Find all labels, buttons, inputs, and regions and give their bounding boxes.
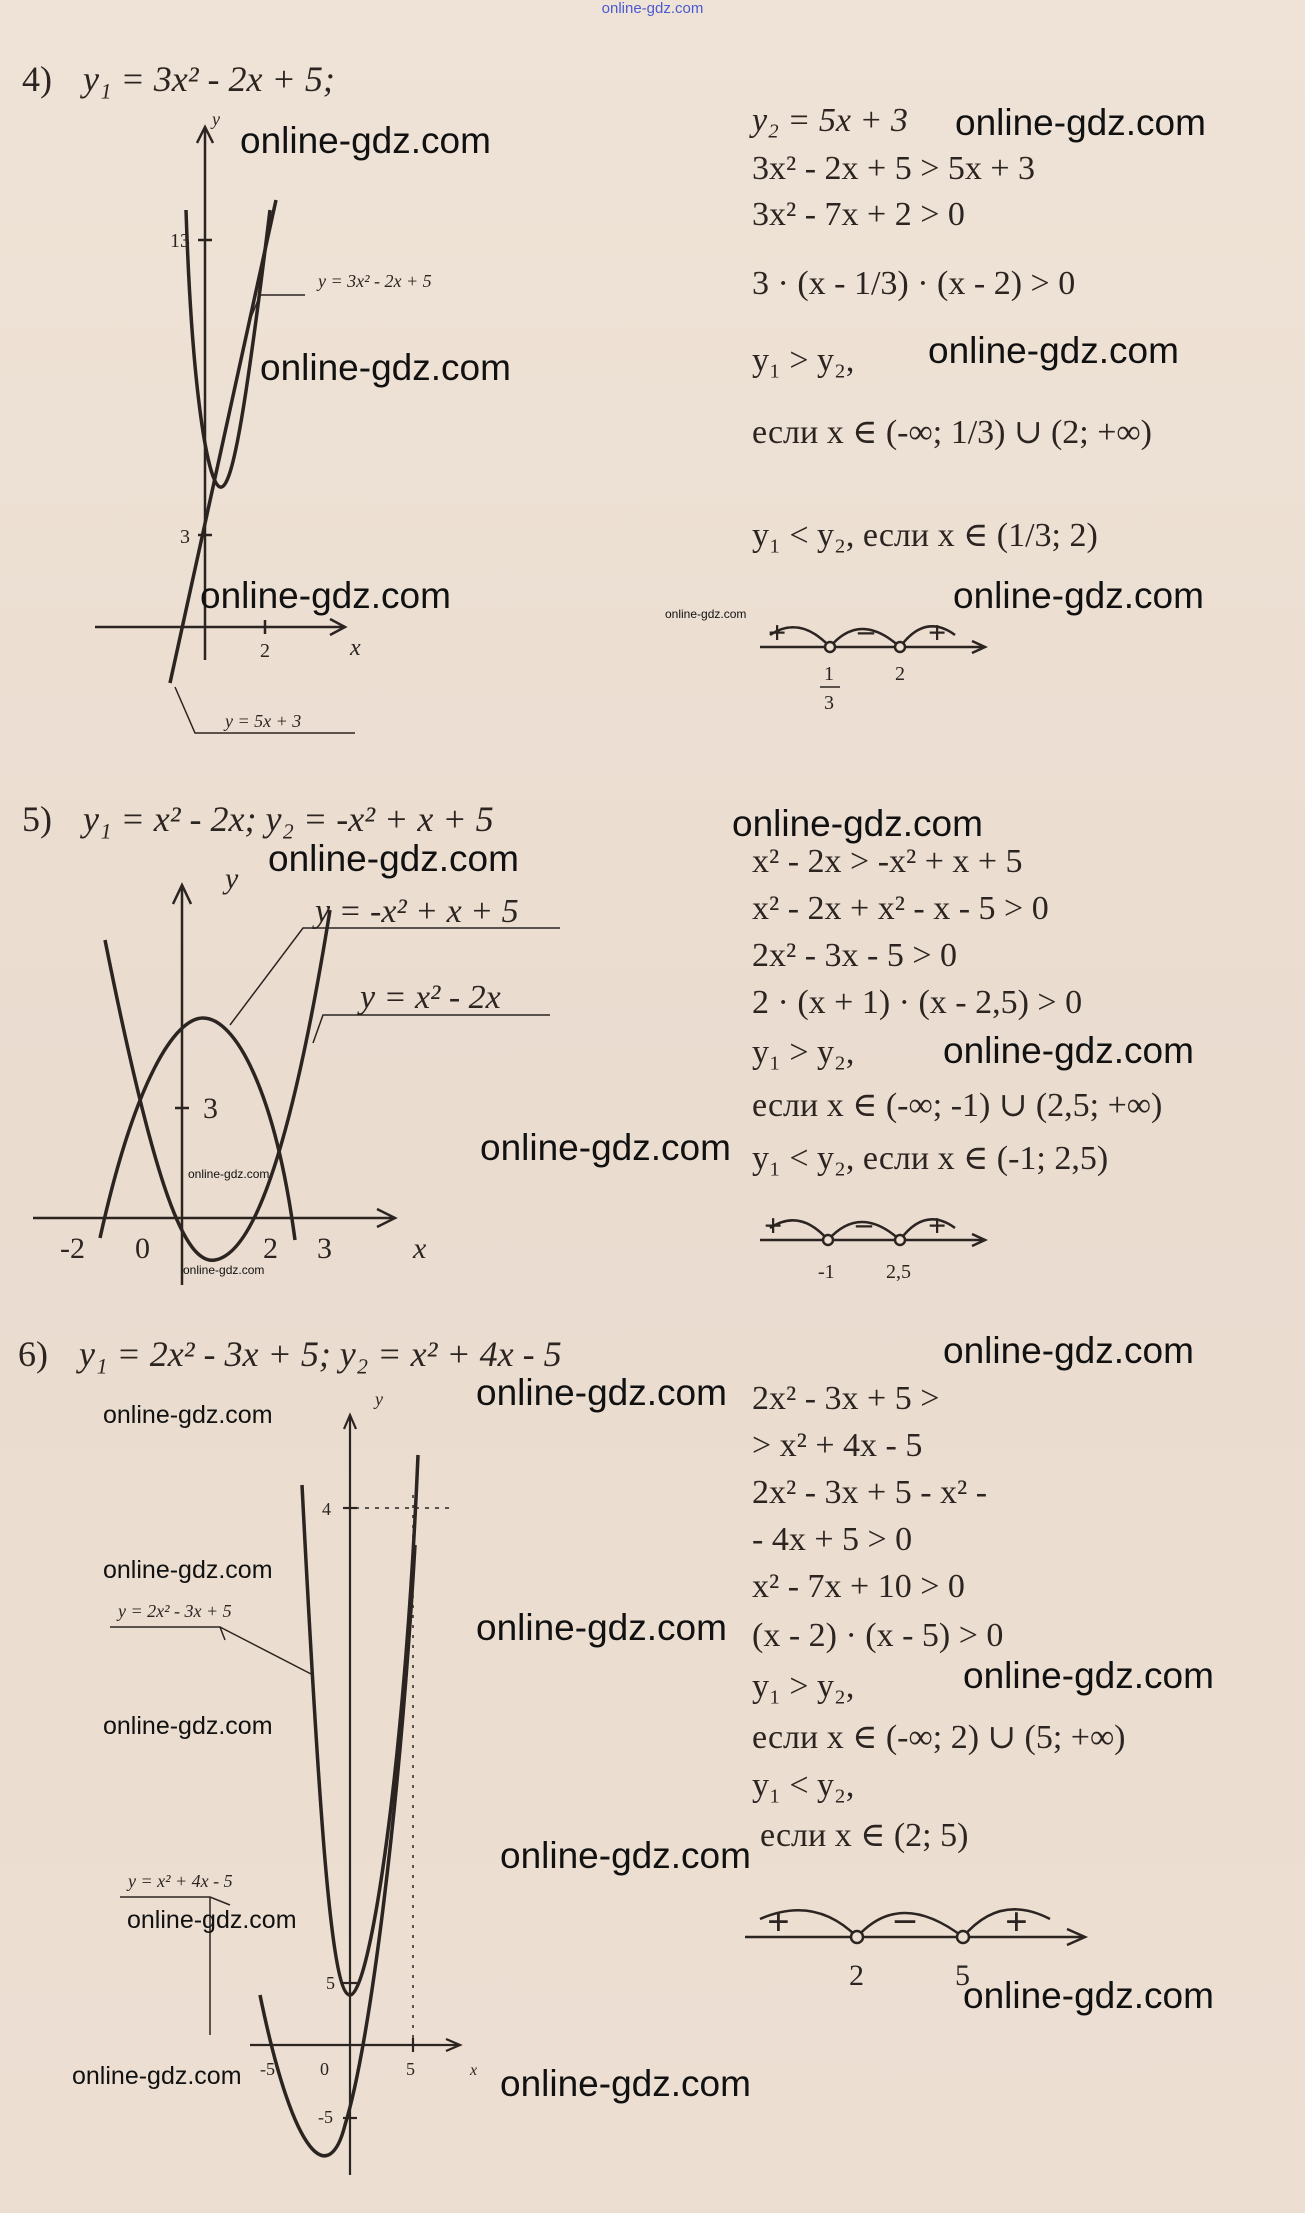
watermark: online-gdz.com xyxy=(103,1401,273,1429)
sign-minus: – xyxy=(895,1895,915,1940)
problem-4-header xyxy=(22,58,335,100)
curve-label-lower: y = x² + 4x - 5 xyxy=(128,1871,233,1891)
tick-13: 13 xyxy=(170,230,190,252)
site-link[interactable]: online-gdz.com xyxy=(601,0,704,17)
problem-function: y₁ = 3x² - 2x + 5; xyxy=(83,59,335,99)
x-axis-label: x xyxy=(350,635,361,661)
curve-label-upper: y = 2x² - 3x + 5 xyxy=(118,1601,232,1621)
y-axis-label: y xyxy=(375,1389,383,1409)
p4-step-2: 3x² - 2x + 5 > 5x + 3 xyxy=(752,150,1036,187)
problem-function: y₁ = x² - 2x; y₂ = -x² + x + 5 xyxy=(83,799,494,839)
watermark: online-gdz.com xyxy=(665,607,747,621)
watermark: online-gdz.com xyxy=(476,1372,727,1413)
x-axis-label: x xyxy=(413,1232,427,1265)
p5-step-4: 2 · (x + 1) · (x - 2,5) > 0 xyxy=(752,984,1083,1021)
problem-number: 4) xyxy=(22,59,52,99)
watermark: online-gdz.com xyxy=(268,838,519,879)
tick-minus2: -2 xyxy=(60,1232,85,1265)
p5-step-2: x² - 2x + x² - x - 5 > 0 xyxy=(752,890,1049,927)
watermark: online-gdz.com xyxy=(476,1607,727,1648)
p6-step-7: y₁ > y₂, xyxy=(752,1668,855,1705)
tick-5-y: 5 xyxy=(326,1973,335,1993)
problem-6-header xyxy=(18,1333,562,1375)
tick-minus5-y: -5 xyxy=(318,2107,333,2127)
sign-minus: – xyxy=(856,1205,872,1241)
watermark: online-gdz.com xyxy=(963,1975,1214,2016)
watermark: online-gdz.com xyxy=(480,1127,731,1168)
point-label-minus1: -1 xyxy=(818,1261,835,1283)
point-label-numerator: 1 xyxy=(824,663,834,685)
watermark: online-gdz.com xyxy=(500,2063,751,2104)
p6-step-4: - 4x + 5 > 0 xyxy=(752,1521,913,1558)
p4-step-1: y₂ = 5x + 3 xyxy=(752,102,908,139)
p5-step-7: y₁ < y₂, если x ∈ (-1; 2,5) xyxy=(752,1140,1109,1177)
watermark: online-gdz.com xyxy=(72,2062,242,2090)
p4-step-5: y₁ > y₂, xyxy=(752,342,855,379)
problem-function: y₁ = 2x² - 3x + 5; y₂ = x² + 4x - 5 xyxy=(79,1334,562,1374)
watermark: online-gdz.com xyxy=(732,803,983,844)
problem-5-graph xyxy=(25,860,565,1300)
watermark: online-gdz.com xyxy=(963,1655,1214,1696)
watermark: online-gdz.com xyxy=(183,1263,265,1277)
x-axis-label: x xyxy=(470,2062,478,2079)
sign-plus-right: + xyxy=(928,1207,947,1243)
p6-step-9: y₁ < y₂, xyxy=(752,1767,855,1804)
problem-number: 6) xyxy=(18,1334,48,1374)
tick-2: 2 xyxy=(263,1232,278,1265)
parabola-curve xyxy=(186,210,270,487)
watermark: online-gdz.com xyxy=(928,330,1179,371)
watermark: online-gdz.com xyxy=(103,1712,273,1740)
tick-3-y: 3 xyxy=(203,1092,218,1125)
p4-step-3: 3x² - 7x + 2 > 0 xyxy=(752,196,965,233)
p6-step-3: 2x² - 3x + 5 - x² - xyxy=(752,1474,988,1511)
p6-step-6: (x - 2) · (x - 5) > 0 xyxy=(752,1617,1004,1654)
sign-plus-left: + xyxy=(764,1207,783,1243)
point-label-2: 2 xyxy=(895,663,905,685)
watermark: online-gdz.com xyxy=(943,1030,1194,1071)
tick-3: 3 xyxy=(180,526,190,548)
p5-step-6: если x ∈ (-∞; -1) ∪ (2,5; +∞) xyxy=(752,1087,1163,1124)
p5-step-5: y₁ > y₂, xyxy=(752,1034,855,1071)
tick-3: 3 xyxy=(317,1232,332,1265)
curve-label-up: y = x² - 2x xyxy=(360,979,501,1016)
tick-0: 0 xyxy=(320,2059,329,2079)
sign-plus-left: + xyxy=(767,1899,790,1944)
y-axis-label: y xyxy=(212,109,220,129)
p6-step-8: если x ∈ (-∞; 2) ∪ (5; +∞) xyxy=(752,1719,1126,1756)
p5-step-1: x² - 2x > -x² + x + 5 xyxy=(752,843,1023,880)
curve-label-down: y = -x² + x + 5 xyxy=(315,893,519,930)
sign-plus-right: + xyxy=(928,614,947,650)
p6-step-5: x² - 7x + 10 > 0 xyxy=(752,1568,965,1605)
point-label-2-5: 2,5 xyxy=(886,1261,911,1283)
p4-step-6: если x ∈ (-∞; 1/3) ∪ (2; +∞) xyxy=(752,414,1152,451)
p6-step-2: > x² + 4x - 5 xyxy=(752,1427,923,1464)
tick-4: 4 xyxy=(322,1499,331,1519)
problem-5-header xyxy=(22,798,494,840)
watermark: online-gdz.com xyxy=(127,1906,297,1934)
p4-step-4: 3 · (x - 1/3) · (x - 2) > 0 xyxy=(752,265,1076,302)
parabola-up xyxy=(105,910,330,1260)
tick-2: 2 xyxy=(260,640,270,662)
point-label-2: 2 xyxy=(849,1959,864,1992)
sign-minus: – xyxy=(858,612,874,648)
watermark: online-gdz.com xyxy=(188,1167,270,1181)
curve-label-line: y = 5x + 3 xyxy=(225,711,302,731)
sign-plus-right: + xyxy=(1005,1899,1028,1944)
y-axis-label: y xyxy=(225,862,239,895)
point-label-denominator: 3 xyxy=(824,692,834,714)
p6-step-10: если x ∈ (2; 5) xyxy=(760,1817,969,1854)
p5-number-line xyxy=(760,1198,1000,1288)
watermark: online-gdz.com xyxy=(103,1556,273,1584)
watermark: online-gdz.com xyxy=(200,575,451,616)
sign-plus-left: + xyxy=(768,614,787,650)
p4-number-line xyxy=(760,605,1000,725)
tick-5: 5 xyxy=(406,2059,415,2079)
watermark: online-gdz.com xyxy=(240,120,491,161)
curve-label-parabola: y = 3x² - 2x + 5 xyxy=(318,271,432,291)
tick-0: 0 xyxy=(135,1232,150,1265)
problem-4-graph xyxy=(80,109,520,755)
parabola-lower xyxy=(260,1545,415,2156)
watermark: online-gdz.com xyxy=(500,1835,751,1876)
p6-step-1: 2x² - 3x + 5 > xyxy=(752,1380,940,1417)
watermark: online-gdz.com xyxy=(260,347,511,388)
watermark: online-gdz.com xyxy=(955,102,1206,143)
tick-minus5: -5 xyxy=(260,2059,275,2079)
point-label-5: 5 xyxy=(955,1959,970,1992)
watermark: online-gdz.com xyxy=(953,575,1204,616)
p5-step-3: 2x² - 3x - 5 > 0 xyxy=(752,937,958,974)
problem-number: 5) xyxy=(22,799,52,839)
p4-step-7: y₁ < y₂, если x ∈ (1/3; 2) xyxy=(752,517,1098,554)
watermark: online-gdz.com xyxy=(943,1330,1194,1371)
